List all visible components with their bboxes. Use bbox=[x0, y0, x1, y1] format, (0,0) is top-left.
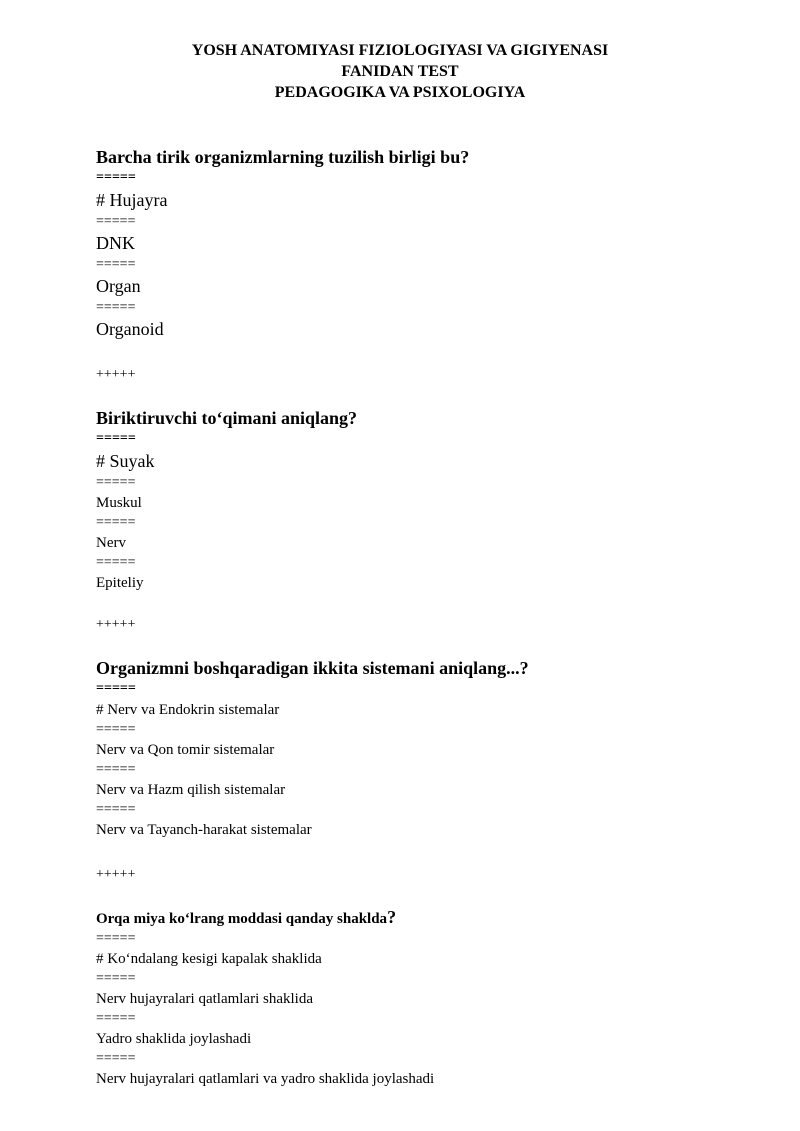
answer-separator: ===== bbox=[96, 555, 136, 570]
question-end-marker: +++++ bbox=[96, 867, 136, 882]
answer-option: Nerv hujayralari qatlamlari shaklida bbox=[96, 991, 313, 1007]
header-title-line-3: PEDAGOGIKA VA PSIXOLOGIYA bbox=[274, 84, 526, 101]
answer-option: Nerv va Qon tomir sistemalar bbox=[96, 742, 275, 758]
answer-separator: ===== bbox=[96, 1051, 136, 1066]
answer-option: # Nerv va Endokrin sistemalar bbox=[96, 702, 280, 718]
question-mark: ? bbox=[387, 907, 397, 927]
question-text: Barcha tirik organizmlarning tuzilish birligi bu? bbox=[96, 147, 470, 167]
question-block-2 bbox=[96, 407, 756, 594]
answer-option: Nerv va Tayanch-harakat sistemalar bbox=[96, 822, 312, 838]
answer-separator: ===== bbox=[96, 300, 136, 315]
answer-separator: ===== bbox=[96, 971, 136, 986]
question-end-marker: +++++ bbox=[96, 367, 136, 382]
answer-option: Nerv va Hazm qilish sistemalar bbox=[96, 782, 286, 798]
answer-option: # Hujayra bbox=[96, 190, 168, 210]
answer-option: Nerv hujayralari qatlamlari va yadro shaklida joylashadi bbox=[96, 1071, 435, 1087]
question-block-3 bbox=[96, 657, 756, 841]
answer-separator: ===== bbox=[96, 1011, 136, 1026]
header-title-line-1: YOSH ANATOMIYASI FIZIOLOGIYASI VA GIGIYENASI bbox=[191, 42, 609, 59]
answer-separator: ===== bbox=[96, 762, 136, 777]
answer-separator: ===== bbox=[96, 722, 136, 737]
answer-option: Nerv bbox=[96, 535, 126, 551]
answer-separator: ===== bbox=[96, 431, 136, 446]
answer-separator: ===== bbox=[96, 170, 136, 185]
answer-separator: ===== bbox=[96, 214, 136, 229]
question-text: Biriktiruvchi to‘qimani aniqlang? bbox=[96, 408, 358, 428]
question-title bbox=[96, 906, 756, 930]
question-end-marker: +++++ bbox=[96, 617, 136, 632]
answer-option: Organoid bbox=[96, 319, 164, 339]
answer-separator: ===== bbox=[96, 931, 136, 946]
question-text: Orqa miya ko‘lrang moddasi qanday shaklda bbox=[96, 911, 388, 927]
document-header bbox=[0, 40, 800, 103]
header-title-line-2: FANIDAN TEST bbox=[341, 63, 459, 80]
answer-separator: ===== bbox=[96, 475, 136, 490]
question-block-4 bbox=[96, 906, 756, 1090]
answer-separator: ===== bbox=[96, 681, 136, 696]
answer-separator: ===== bbox=[96, 257, 136, 272]
answer-option: # Ko‘ndalang kesigi kapalak shaklida bbox=[96, 951, 322, 967]
question-text: Organizmni boshqaradigan ikkita sistemani aniqlang...? bbox=[96, 658, 529, 678]
answer-separator: ===== bbox=[96, 802, 136, 817]
answer-option: Epiteliy bbox=[96, 575, 144, 591]
answer-option: # Suyak bbox=[96, 451, 155, 471]
answer-option: Muskul bbox=[96, 495, 142, 511]
answer-separator: ===== bbox=[96, 515, 136, 530]
question-block-1 bbox=[96, 146, 756, 342]
answer-option: Organ bbox=[96, 276, 141, 296]
answer-option: Yadro shaklida joylashadi bbox=[96, 1031, 252, 1047]
answer-option: DNK bbox=[96, 233, 135, 253]
